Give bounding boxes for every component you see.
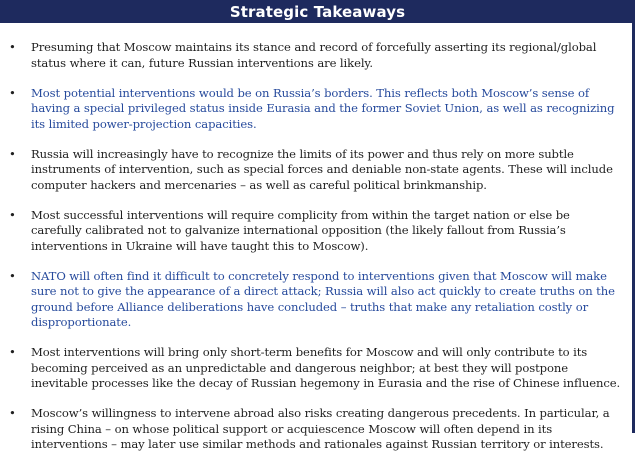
bullet-icon: • [9,40,16,54]
bullet-icon: • [9,345,16,359]
list-item-text: Presuming that Moscow maintains its stance and record of forcefully asserting its regional/global status where it can, future Russian interventions are likely. [31,40,597,70]
list-item-text: Russia will increasingly have to recognize the limits of its power and thus rely on more subtle instruments of intervention, such as special forces and deniable non-state agents. These will include computer hackers and mercenaries – as well as careful political brinkmanship. [31,146,613,192]
list-item [0,406,632,453]
list-item-text: Moscow’s willingness to intervene abroad also risks creating dangerous precedents. In particular, a rising China – on whose political support or acquiescence Moscow will often depend in its interventions – may later use similar methods and rationales against Russian territory or interests. [31,406,610,451]
list-item-text: NATO will often find it difficult to concretely respond to interventions given that Moscow will make sure not to give the appearance of a direct attack; Russia will also act quickly to create truths on the ground before Alliance deliberations have concluded – truths that make any retaliation costly or disproportionate. [31,268,615,329]
list-item [0,345,632,392]
list-item [0,208,632,255]
list-item [0,40,632,71]
bullet-icon: • [9,268,16,283]
list-item-text: Most interventions will bring only short-term benefits for Moscow and will only contribute to its becoming perceived as an unpredictable and dangerous neighbor; at best they will postpone inevitable processes like the decay of Russian hegemony in Eurasia and the rise of Chinese influence. [31,345,621,390]
page-title: Strategic Takeaways [229,2,406,21]
list-item [0,269,632,331]
bullet-icon: • [9,85,16,100]
list-item-text: Most potential interventions would be on Russia’s borders. This reflects both Moscow’s sense of having a special privileged status inside Eurasia and the former Soviet Union, as well as recognizing its limited power-projection capacities. [31,85,615,131]
takeaways-list [0,40,632,467]
list-item [0,86,632,133]
bullet-icon: • [9,406,16,420]
list-item [0,147,632,194]
list-item-text: Most successful interventions will require complicity from within the target nation or else be carefully calibrated not to galvanize international opposition (the likely fallout from Russia’s interventions in Ukraine will have taught this to Moscow). [31,207,570,253]
bullet-icon: • [9,146,16,161]
bullet-icon: • [9,207,16,222]
header-bar [0,0,635,23]
